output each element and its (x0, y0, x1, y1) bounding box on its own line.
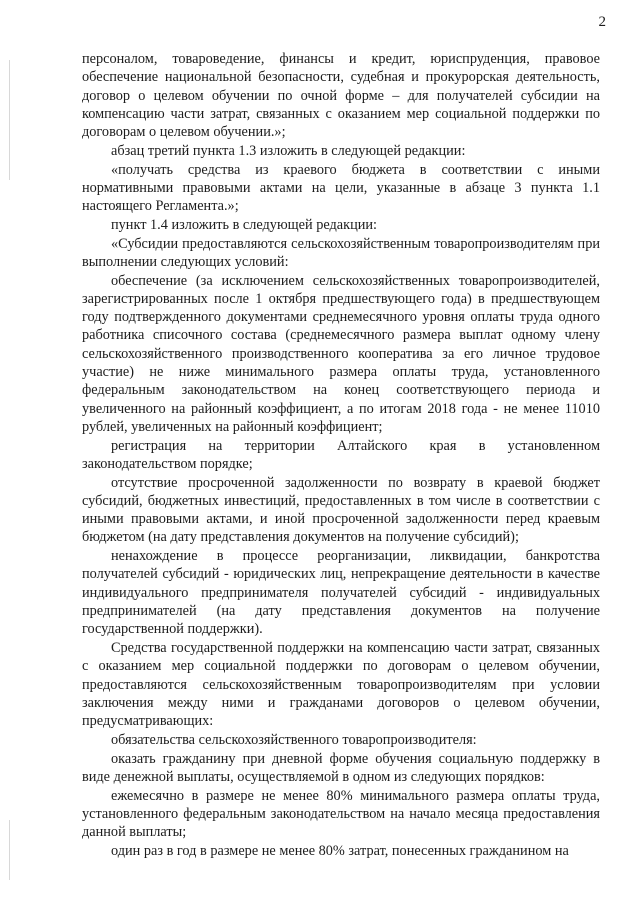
document-body (82, 50, 600, 861)
scan-edge-mark-bottom (9, 820, 10, 880)
paragraph-11: обязательства сельскохозяйственного товаропроизводителя: (111, 731, 477, 748)
page-number: 2 (598, 14, 606, 30)
paragraph-6: обеспечение (за исключением сельскохозяйственных товаропроизводителей, зарегистрированных после 1 октября предшествующего года) в предшествующем году подтвержденного документами среднемесячного уровня оплаты труда одного работника списочного состава (среднемесячного размера выплат одному члену сельскохозяйственного производственного кооператива за его личное трудовое участие) не ниже минимального размера оплаты труда, установленного федеральным законодательством на конец соответствующего периода и увеличенного на районный коэффициент, а по итогам 2018 года - не менее 11010 рублей, увеличенных на районный коэффициент; (82, 272, 600, 435)
paragraph-5: «Субсидии предоставляются сельскохозяйственным товаропроизводителям при выполнении следующих условий: (82, 235, 600, 270)
paragraph-13: ежемесячно в размере не менее 80% минимального размера оплаты труда, установленного федеральным законодательством на начало месяца предоставления данной выплаты; (82, 787, 600, 841)
paragraph-12: оказать гражданину при дневной форме обучения социальную поддержку в виде денежной выплаты, осуществляемой в одном из следующих порядков: (82, 750, 600, 785)
paragraph-4: пункт 1.4 изложить в следующей редакции: (111, 216, 378, 233)
paragraph-10: Средства государственной поддержки на компенсацию части затрат, связанных с оказанием мер социальной поддержки по договорам о целевом обучении, предоставляются сельскохозяйственным товаропроизводителям при условии заключения между ними и гражданами договоров о целевом обучении, предусматривающих: (82, 640, 600, 730)
paragraph-2: абзац третий пункта 1.3 изложить в следующей редакции: (111, 142, 466, 159)
scan-edge-mark-top (9, 60, 10, 180)
paragraph-7: регистрация на территории Алтайского края в установленном законодательством порядке; (82, 437, 600, 472)
paragraph-8: отсутствие просроченной задолженности по возврату в краевой бюджет субсидий, бюджетных инвестиций, предоставленных в том числе в соответствии с иными правовыми актами, и иной просроченной задолженности перед краевым бюджетом (на дату представления документов на получение субсидий); (82, 474, 600, 546)
paragraph-3: «получать средства из краевого бюджета в соответствии с иными нормативными правовыми актами на цели, указанные в абзаце 3 пункта 1.1 настоящего Регламента.»; (82, 161, 600, 215)
paragraph-14: один раз в год в размере не менее 80% затрат, понесенных гражданином на (111, 842, 569, 859)
paragraph-9: ненахождение в процессе реорганизации, ликвидации, банкротства получателей субсидий - юридических лиц, непрекращение деятельности в качестве индивидуального предпринимателя получателей субсидий - индивидуальных предпринимателей (на дату представления документов на получение государственной поддержки). (82, 548, 600, 638)
paragraph-1: персоналом, товароведение, финансы и кредит, юриспруденция, правовое обеспечение национальной безопасности, судебная и прокурорская деятельность, договор о целевом обучении по очной форме – для получателей субсидии на компенсацию части затрат, связанных с оказанием мер социальной поддержки по договорам о целевом обучении.»; (82, 51, 600, 141)
